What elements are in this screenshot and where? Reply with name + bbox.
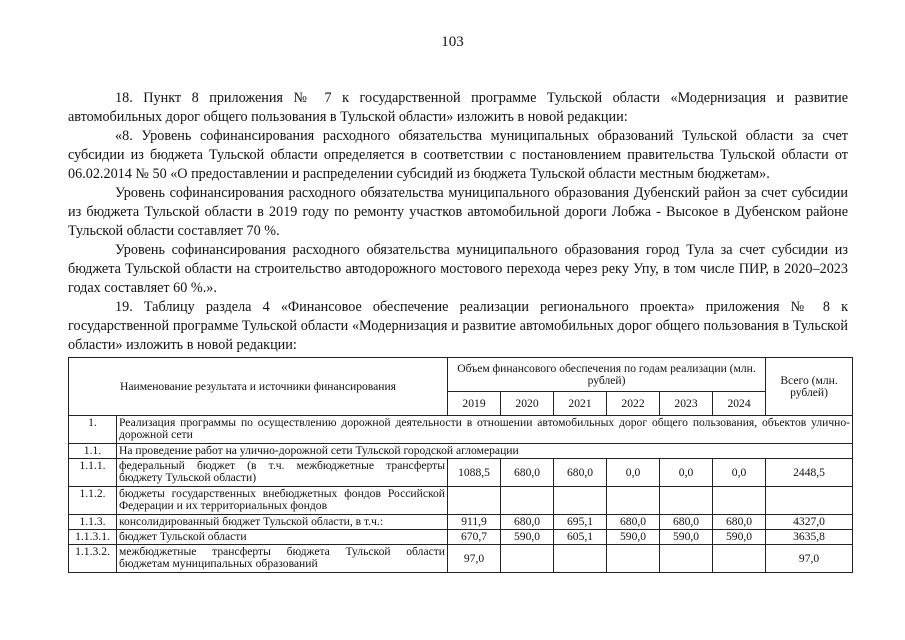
cell-total: 4327,0: [766, 515, 853, 530]
header-name: Наименование результата и источники финансирования: [69, 358, 448, 416]
cell-value: 680,0: [607, 515, 660, 530]
cell-value: 680,0: [660, 515, 713, 530]
paragraph-8-level: «8. Уровень софинансирования расходного обязательства муниципальных образований Тульской области за счет субсидии из бюджета Тульской области определяется в соответствии с постановлением правительства Тульской области от 06.02.2014 № 50 «О предоставлении и распределении субсидий из бюджета Тульской области местным бюджетам».: [68, 128, 848, 182]
cell-value: 590,0: [607, 530, 660, 545]
paragraph-tula: Уровень софинансирования расходного обязательства муниципального образования город Тула за счет субсидии из бюджета Тульской области на строительство автодорожного мостового перехода через реку Упу, в том числе ПИР, в 2020–2023 годах составляет 60 %.».: [68, 242, 848, 296]
header-total: Всего (млн. рублей): [766, 358, 853, 416]
cell-value: 680,0: [501, 515, 554, 530]
row-text: Реализация программы по осуществлению дорожной деятельности в отношении автомобильных дорог общего пользования, объектов улично-дорожной сети: [117, 416, 853, 444]
row-number: 1.1.3.1.: [69, 530, 117, 545]
cell-value: 680,0: [554, 459, 607, 487]
cell-value: 0,0: [607, 459, 660, 487]
row-text: межбюджетные трансферты бюджета Тульской области бюджетам муниципальных образований: [117, 545, 448, 573]
header-year: 2023: [660, 392, 713, 416]
cell-value: [501, 487, 554, 515]
row-number: 1.1.: [69, 444, 117, 459]
cell-value: 97,0: [448, 545, 501, 573]
cell-value: 590,0: [660, 530, 713, 545]
row-text: бюджет Тульской области: [117, 530, 448, 545]
header-year: 2021: [554, 392, 607, 416]
cell-total: 97,0: [766, 545, 853, 573]
cell-value: [448, 487, 501, 515]
cell-total: [766, 487, 853, 515]
body-text: [68, 89, 848, 355]
cell-total: 2448,5: [766, 459, 853, 487]
cell-value: [554, 487, 607, 515]
table-row: [69, 545, 853, 573]
table-row: [69, 444, 853, 459]
row-text: федеральный бюджет (в т.ч. межбюджетные трансферты бюджету Тульской области): [117, 459, 448, 487]
row-text: бюджеты государственных внебюджетных фондов Российской Федерации и их территориальных фондов: [117, 487, 448, 515]
cell-value: 0,0: [713, 459, 766, 487]
paragraph-dubensky: Уровень софинансирования расходного обязательства муниципального образования Дубенский район за счет субсидии из бюджета Тульской области в 2019 году по ремонту участков автомобильной дороги Лобжа - Высокое в Дубенском районе Тульской области составляет 70 %.: [68, 185, 848, 239]
cell-value: 590,0: [713, 530, 766, 545]
row-number: 1.1.3.2.: [69, 545, 117, 573]
finance-table: [68, 357, 853, 573]
table-row: [69, 459, 853, 487]
cell-value: [554, 545, 607, 573]
header-year: 2020: [501, 392, 554, 416]
cell-total: 3635,8: [766, 530, 853, 545]
table-row: [69, 515, 853, 530]
row-number: 1.: [69, 416, 117, 444]
row-text: На проведение работ на улично-дорожной сети Тульской городской агломерации: [117, 444, 853, 459]
cell-value: 911,9: [448, 515, 501, 530]
page-number: 103: [441, 34, 464, 50]
row-number: 1.1.1.: [69, 459, 117, 487]
table-row: [69, 530, 853, 545]
paragraph-19: 19. Таблицу раздела 4 «Финансовое обеспечение реализации регионального проекта» приложения № 8 к государственной программе Тульской области «Модернизация и развитие автомобильных дорог общего пользования в Тульской области» изложить в новой редакции:: [68, 299, 848, 353]
cell-value: [713, 487, 766, 515]
table-row: [69, 416, 853, 444]
cell-value: 1088,5: [448, 459, 501, 487]
header-year: 2019: [448, 392, 501, 416]
row-number: 1.1.2.: [69, 487, 117, 515]
row-text: консолидированный бюджет Тульской области, в т.ч.:: [117, 515, 448, 530]
cell-value: [607, 487, 660, 515]
cell-value: 670,7: [448, 530, 501, 545]
table-header-row: [69, 358, 853, 392]
cell-value: 695,1: [554, 515, 607, 530]
cell-value: 680,0: [501, 459, 554, 487]
header-year: 2024: [713, 392, 766, 416]
cell-value: 590,0: [501, 530, 554, 545]
row-number: 1.1.3.: [69, 515, 117, 530]
paragraph-18: 18. Пункт 8 приложения № 7 к государственной программе Тульской области «Модернизация и развитие автомобильных дорог общего пользования в Тульской области» изложить в новой редакции:: [68, 90, 848, 125]
header-group: Объем финансового обеспечения по годам реализации (млн. рублей): [448, 358, 766, 392]
cell-value: [501, 545, 554, 573]
cell-value: [713, 545, 766, 573]
cell-value: [660, 545, 713, 573]
cell-value: [660, 487, 713, 515]
cell-value: 0,0: [660, 459, 713, 487]
header-year: 2022: [607, 392, 660, 416]
cell-value: 680,0: [713, 515, 766, 530]
cell-value: [607, 545, 660, 573]
cell-value: 605,1: [554, 530, 607, 545]
table-row: [69, 487, 853, 515]
